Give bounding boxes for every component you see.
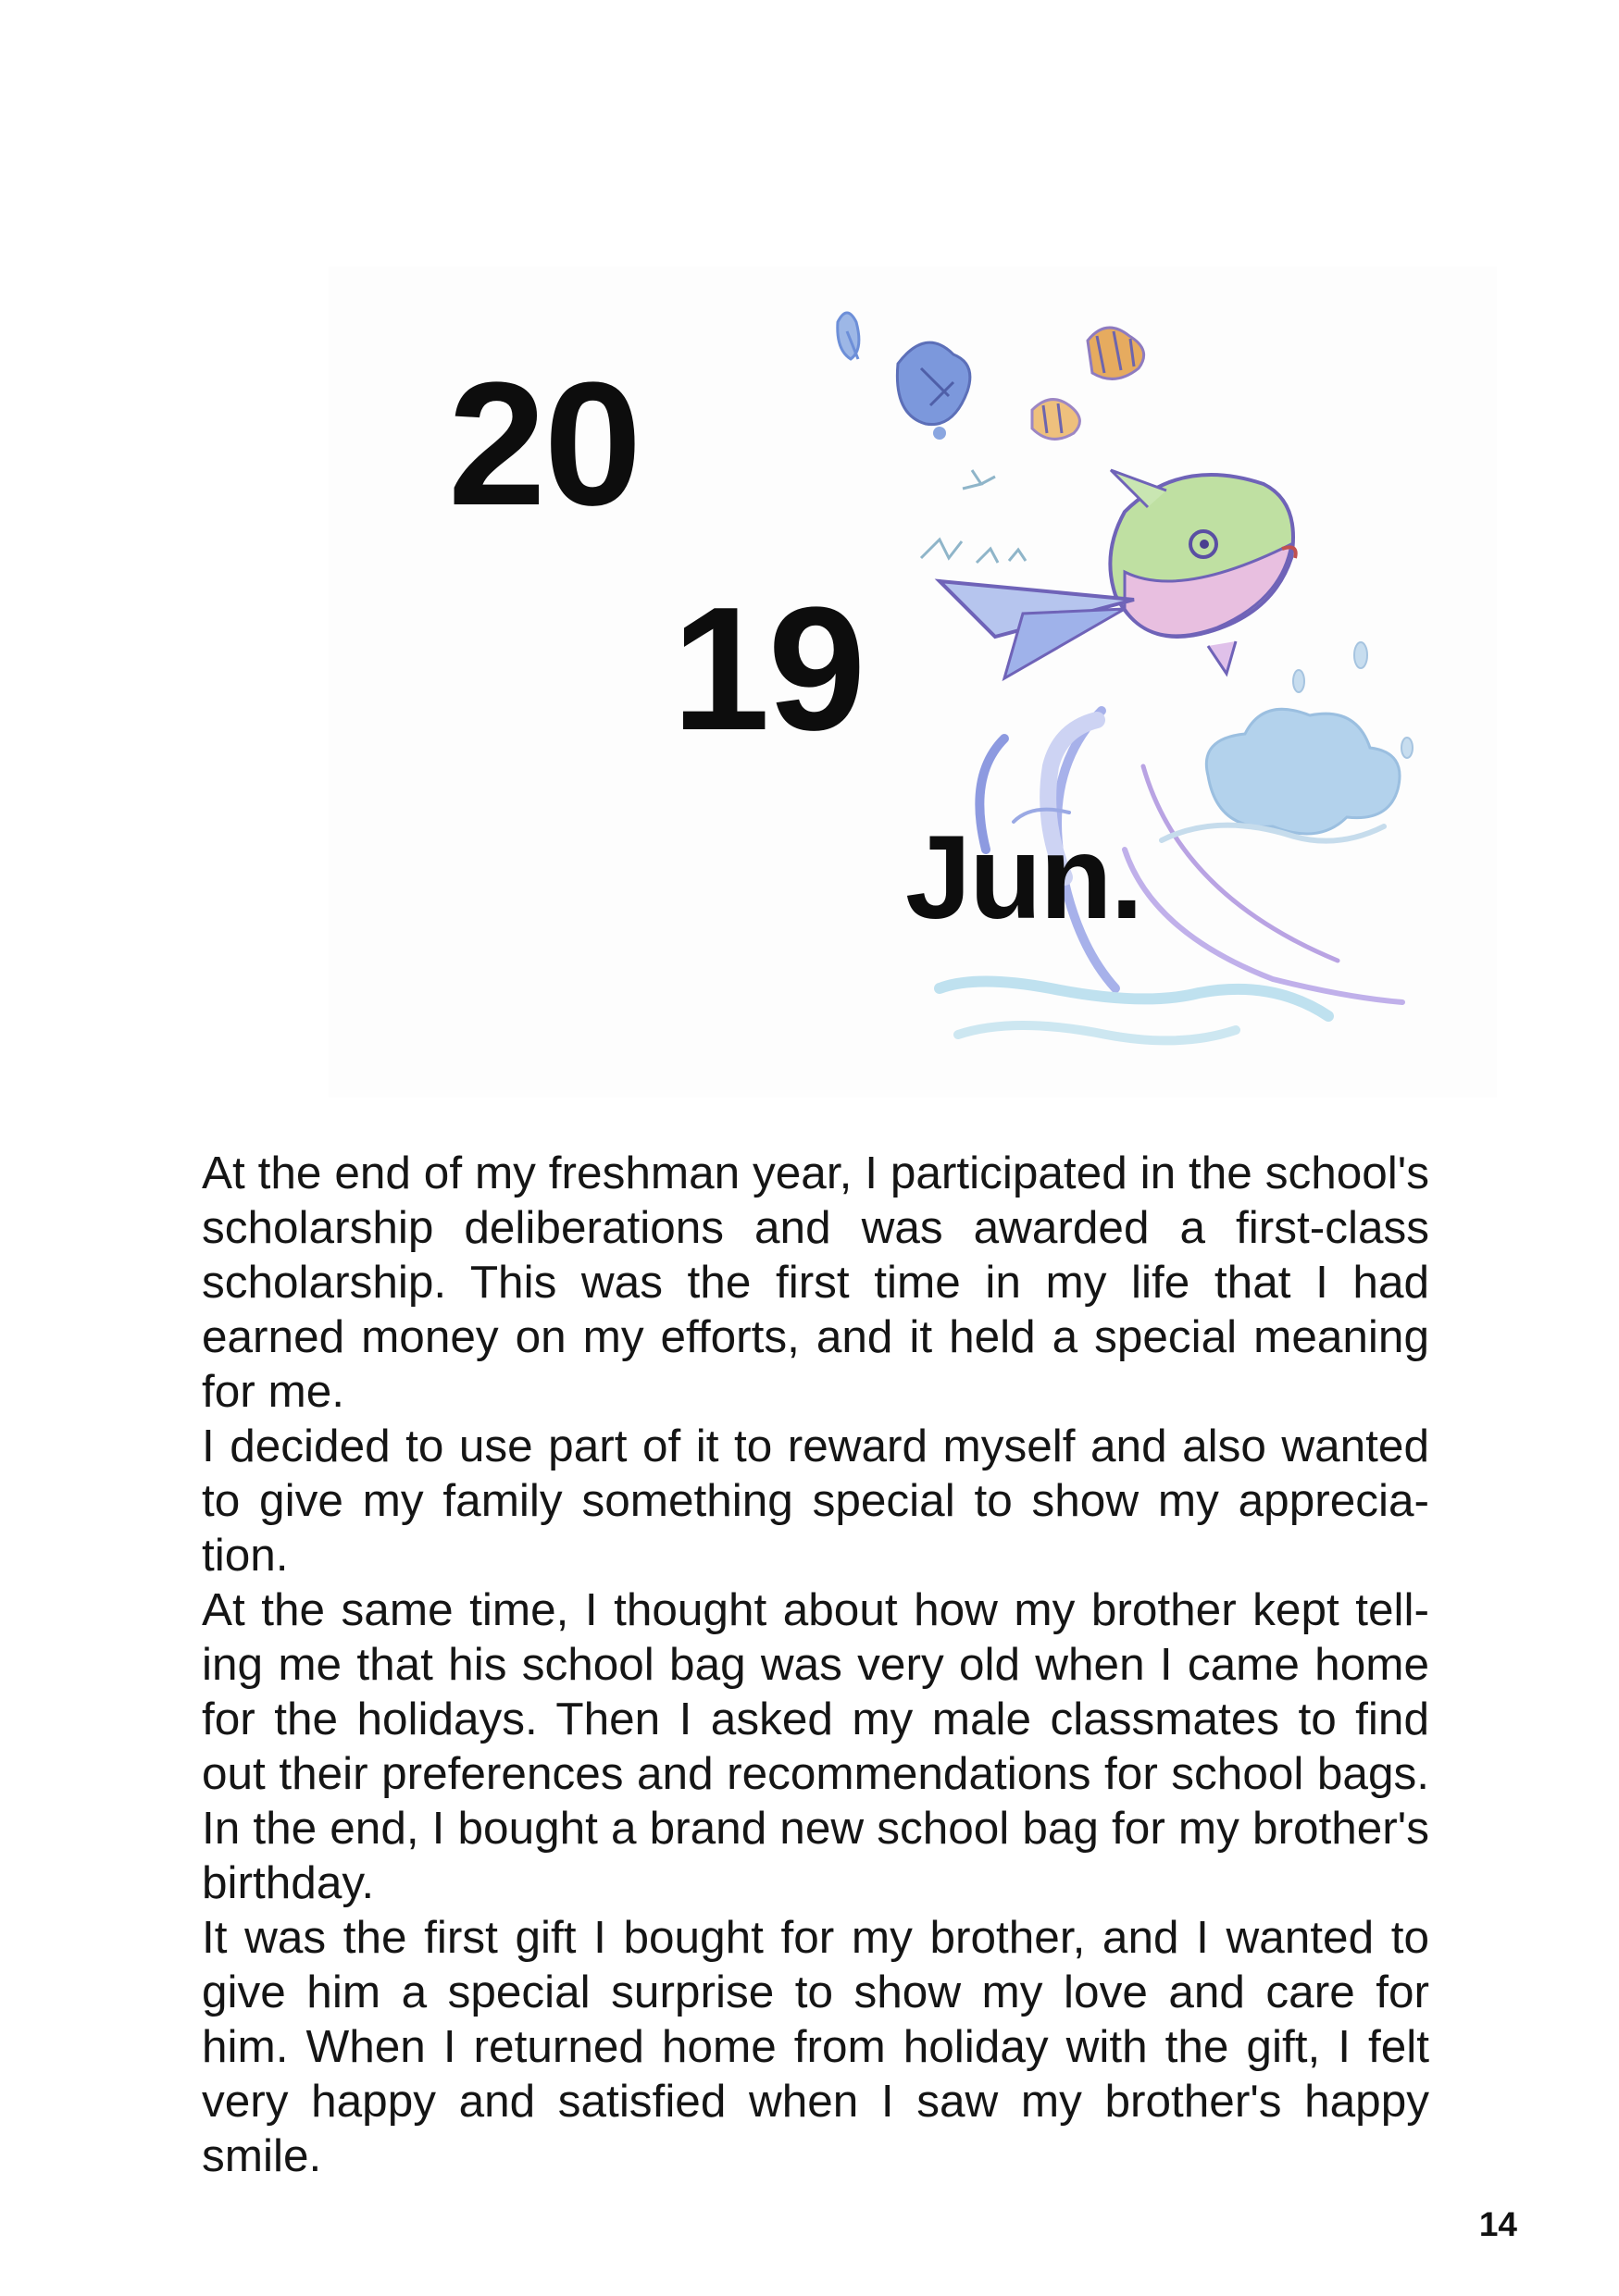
cloud-icon [1206, 709, 1400, 834]
paragraph: I decided to use part of it to reward myself and also wanted to give my family something special to show my apprecia-tion. [202, 1421, 1429, 1581]
year-part-2: 19 [672, 571, 865, 767]
bug-icon-blue-cluster [897, 342, 969, 440]
paragraph: It was the first gift I bought for my brother, and I wanted to give him a special surprise to show my love and care for him. When I returned home from holiday with the gift, I felt very happy and satisfied when I saw my brother's happy smile. [202, 1912, 1429, 2181]
bug-icon-orange-2 [1032, 400, 1079, 440]
year-part-1: 20 [448, 346, 641, 542]
bug-icon-orange-1 [1088, 328, 1144, 379]
month-label: Jun. [905, 812, 1142, 944]
fish-icon [940, 470, 1296, 678]
bug-icon-small-blue [838, 313, 859, 359]
bird-icons [921, 470, 1026, 563]
diary-entry-text [202, 1146, 1429, 2183]
paragraph: At the same time, I thought about how my brother kept tell-ing me that his school bag was very old when I came home for the holidays. Then I asked my male classmates to find out their preferences and recommendations for school bags. In the end, I bought a brand new school bag for my brother's birthday. [202, 1584, 1429, 1908]
paragraph: At the end of my freshman year, I participated in the school's scholarship deliberations and was awarded a first-class scholarship. This was the first time in my life that I had earned money on my efforts, and it held a special meaning for me. [202, 1148, 1429, 1417]
page-number: 14 [1478, 2205, 1517, 2243]
